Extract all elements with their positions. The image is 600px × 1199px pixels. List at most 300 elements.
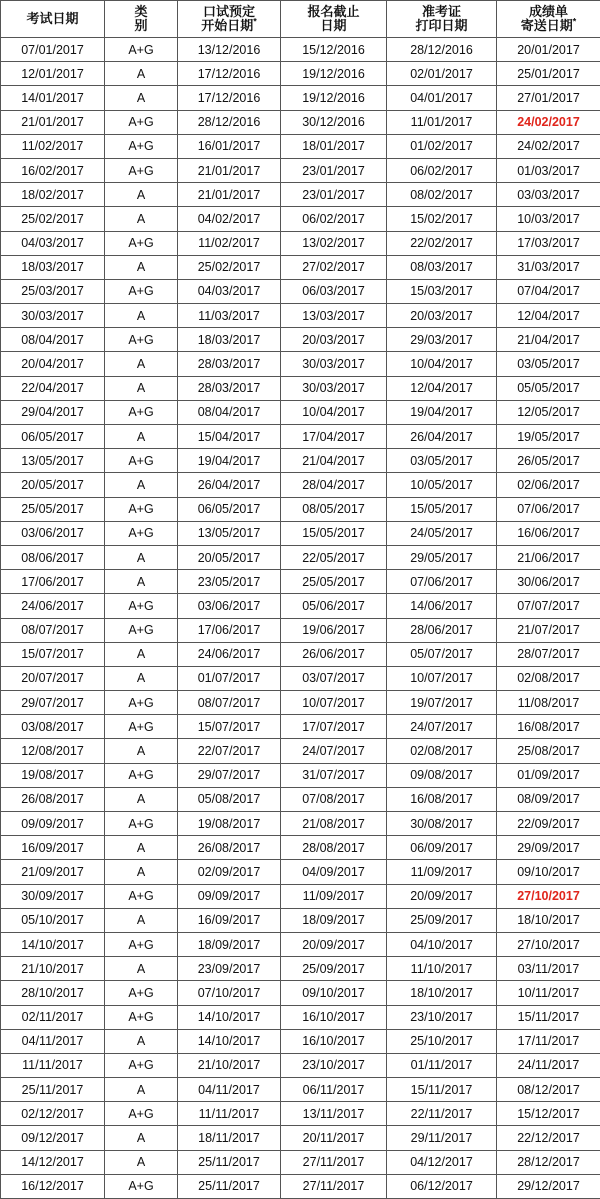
table-row [1, 570, 600, 594]
exam-date-cell: 11/02/2017 [1, 134, 105, 158]
exam-date-cell: 14/10/2017 [1, 932, 105, 956]
table-row [1, 739, 600, 763]
type-cell: A+G [105, 400, 178, 424]
admission-print-cell: 22/02/2017 [387, 231, 497, 255]
table-row [1, 86, 600, 110]
speaking-start-cell: 13/05/2017 [178, 521, 281, 545]
registration-deadline-cell: 19/06/2017 [281, 618, 387, 642]
speaking-start-cell: 15/04/2017 [178, 425, 281, 449]
registration-deadline-cell: 22/05/2017 [281, 545, 387, 569]
admission-print-cell: 11/10/2017 [387, 957, 497, 981]
speaking-start-cell: 22/07/2017 [178, 739, 281, 763]
speaking-start-cell: 17/12/2016 [178, 86, 281, 110]
exam-date-cell: 06/05/2017 [1, 425, 105, 449]
report-mail-cell: 12/05/2017 [497, 400, 600, 424]
registration-deadline-cell: 24/07/2017 [281, 739, 387, 763]
table-row [1, 981, 600, 1005]
table-row [1, 642, 600, 666]
report-mail-cell: 08/09/2017 [497, 787, 600, 811]
table-row [1, 328, 600, 352]
admission-print-cell: 26/04/2017 [387, 425, 497, 449]
registration-deadline-cell: 30/12/2016 [281, 110, 387, 134]
exam-date-cell: 09/12/2017 [1, 1126, 105, 1150]
speaking-start-cell: 03/06/2017 [178, 594, 281, 618]
header-type [105, 1, 178, 38]
table-row [1, 521, 600, 545]
exam-date-cell: 25/11/2017 [1, 1078, 105, 1102]
exam-date-cell: 18/02/2017 [1, 183, 105, 207]
exam-date-cell: 14/01/2017 [1, 86, 105, 110]
registration-deadline-cell: 27/11/2017 [281, 1150, 387, 1174]
report-mail-cell: 18/10/2017 [497, 908, 600, 932]
exam-date-cell: 03/06/2017 [1, 521, 105, 545]
registration-deadline-cell: 19/12/2016 [281, 62, 387, 86]
exam-date-cell: 02/12/2017 [1, 1102, 105, 1126]
admission-print-cell: 19/07/2017 [387, 691, 497, 715]
speaking-start-cell: 05/08/2017 [178, 787, 281, 811]
type-cell: A+G [105, 38, 178, 62]
admission-print-cell: 29/11/2017 [387, 1126, 497, 1150]
exam-date-cell: 25/03/2017 [1, 279, 105, 303]
admission-print-cell: 24/07/2017 [387, 715, 497, 739]
exam-date-cell: 29/04/2017 [1, 400, 105, 424]
registration-deadline-cell: 10/04/2017 [281, 400, 387, 424]
admission-print-cell: 06/12/2017 [387, 1174, 497, 1198]
registration-deadline-cell: 09/10/2017 [281, 981, 387, 1005]
registration-deadline-cell: 30/03/2017 [281, 352, 387, 376]
type-cell: A+G [105, 328, 178, 352]
registration-deadline-cell: 21/08/2017 [281, 812, 387, 836]
report-mail-cell: 07/04/2017 [497, 279, 600, 303]
type-cell: A [105, 1126, 178, 1150]
type-cell: A [105, 425, 178, 449]
type-cell: A+G [105, 134, 178, 158]
admission-print-cell: 07/06/2017 [387, 570, 497, 594]
exam-date-cell: 18/03/2017 [1, 255, 105, 279]
registration-deadline-cell: 27/02/2017 [281, 255, 387, 279]
registration-deadline-cell: 07/08/2017 [281, 787, 387, 811]
admission-print-cell: 18/10/2017 [387, 981, 497, 1005]
type-cell: A [105, 473, 178, 497]
admission-print-cell: 06/09/2017 [387, 836, 497, 860]
admission-print-cell: 08/03/2017 [387, 255, 497, 279]
registration-deadline-cell: 23/01/2017 [281, 158, 387, 182]
report-mail-cell: 02/06/2017 [497, 473, 600, 497]
report-mail-cell: 21/07/2017 [497, 618, 600, 642]
registration-deadline-cell: 25/05/2017 [281, 570, 387, 594]
speaking-start-cell: 04/03/2017 [178, 279, 281, 303]
exam-date-cell: 02/11/2017 [1, 1005, 105, 1029]
registration-deadline-cell: 17/04/2017 [281, 425, 387, 449]
registration-deadline-cell: 05/06/2017 [281, 594, 387, 618]
table-row [1, 231, 600, 255]
admission-print-cell: 20/09/2017 [387, 884, 497, 908]
admission-print-cell: 16/08/2017 [387, 787, 497, 811]
type-cell: A+G [105, 231, 178, 255]
admission-print-cell: 15/02/2017 [387, 207, 497, 231]
exam-date-cell: 30/03/2017 [1, 304, 105, 328]
speaking-start-cell: 19/04/2017 [178, 449, 281, 473]
exam-date-cell: 25/05/2017 [1, 497, 105, 521]
registration-deadline-cell: 23/10/2017 [281, 1053, 387, 1077]
speaking-start-cell: 17/06/2017 [178, 618, 281, 642]
admission-print-cell: 12/04/2017 [387, 376, 497, 400]
admission-print-cell: 11/01/2017 [387, 110, 497, 134]
admission-print-cell: 25/09/2017 [387, 908, 497, 932]
speaking-start-cell: 23/09/2017 [178, 957, 281, 981]
header-row [1, 1, 600, 38]
report-mail-cell: 16/08/2017 [497, 715, 600, 739]
exam-date-cell: 19/08/2017 [1, 763, 105, 787]
table-row [1, 1005, 600, 1029]
table-row [1, 1078, 600, 1102]
speaking-start-cell: 04/02/2017 [178, 207, 281, 231]
report-mail-cell: 22/09/2017 [497, 812, 600, 836]
report-mail-cell: 17/11/2017 [497, 1029, 600, 1053]
report-mail-cell: 24/02/2017 [497, 134, 600, 158]
table-row [1, 497, 600, 521]
type-cell: A [105, 836, 178, 860]
exam-date-cell: 20/04/2017 [1, 352, 105, 376]
registration-deadline-cell: 13/02/2017 [281, 231, 387, 255]
admission-print-cell: 15/05/2017 [387, 497, 497, 521]
header-line1: 报名截止 [307, 4, 359, 19]
type-cell: A+G [105, 110, 178, 134]
speaking-start-cell: 16/01/2017 [178, 134, 281, 158]
speaking-start-cell: 24/06/2017 [178, 642, 281, 666]
speaking-start-cell: 06/05/2017 [178, 497, 281, 521]
table-row [1, 304, 600, 328]
table-row [1, 158, 600, 182]
report-mail-cell: 27/10/2017 [497, 932, 600, 956]
speaking-start-cell: 28/03/2017 [178, 376, 281, 400]
type-cell: A+G [105, 279, 178, 303]
report-mail-cell: 21/04/2017 [497, 328, 600, 352]
exam-date-cell: 21/09/2017 [1, 860, 105, 884]
table-row [1, 763, 600, 787]
registration-deadline-cell: 18/01/2017 [281, 134, 387, 158]
type-cell: A [105, 1078, 178, 1102]
exam-date-cell: 20/07/2017 [1, 666, 105, 690]
type-cell: A [105, 62, 178, 86]
table-row [1, 62, 600, 86]
speaking-start-cell: 21/01/2017 [178, 183, 281, 207]
report-mail-cell: 22/12/2017 [497, 1126, 600, 1150]
exam-date-cell: 13/05/2017 [1, 449, 105, 473]
admission-print-cell: 01/11/2017 [387, 1053, 497, 1077]
speaking-start-cell: 11/11/2017 [178, 1102, 281, 1126]
exam-date-cell: 15/07/2017 [1, 642, 105, 666]
table-row [1, 787, 600, 811]
report-mail-cell: 15/12/2017 [497, 1102, 600, 1126]
report-mail-cell: 25/08/2017 [497, 739, 600, 763]
admission-print-cell: 29/03/2017 [387, 328, 497, 352]
table-row [1, 183, 600, 207]
table-row [1, 1053, 600, 1077]
table-row [1, 255, 600, 279]
admission-print-cell: 28/06/2017 [387, 618, 497, 642]
speaking-start-cell: 14/10/2017 [178, 1029, 281, 1053]
type-cell: A+G [105, 1005, 178, 1029]
report-mail-cell: 17/03/2017 [497, 231, 600, 255]
speaking-start-cell: 29/07/2017 [178, 763, 281, 787]
report-mail-cell: 31/03/2017 [497, 255, 600, 279]
registration-deadline-cell: 20/09/2017 [281, 932, 387, 956]
admission-print-cell: 20/03/2017 [387, 304, 497, 328]
type-cell: A+G [105, 449, 178, 473]
table-row [1, 1126, 600, 1150]
type-cell: A+G [105, 521, 178, 545]
table-row [1, 376, 600, 400]
admission-print-cell: 11/09/2017 [387, 860, 497, 884]
speaking-start-cell: 08/04/2017 [178, 400, 281, 424]
registration-deadline-cell: 26/06/2017 [281, 642, 387, 666]
admission-print-cell: 02/01/2017 [387, 62, 497, 86]
type-cell: A+G [105, 715, 178, 739]
exam-date-cell: 03/08/2017 [1, 715, 105, 739]
table-row [1, 932, 600, 956]
table-row [1, 957, 600, 981]
report-mail-cell: 03/03/2017 [497, 183, 600, 207]
registration-deadline-cell: 15/12/2016 [281, 38, 387, 62]
table-row [1, 207, 600, 231]
registration-deadline-cell: 27/11/2017 [281, 1174, 387, 1198]
speaking-start-cell: 25/11/2017 [178, 1150, 281, 1174]
registration-deadline-cell: 30/03/2017 [281, 376, 387, 400]
admission-print-cell: 29/05/2017 [387, 545, 497, 569]
speaking-start-cell: 13/12/2016 [178, 38, 281, 62]
type-cell: A [105, 86, 178, 110]
registration-deadline-cell: 10/07/2017 [281, 691, 387, 715]
speaking-start-cell: 08/07/2017 [178, 691, 281, 715]
registration-deadline-cell: 19/12/2016 [281, 86, 387, 110]
registration-deadline-cell: 31/07/2017 [281, 763, 387, 787]
speaking-start-cell: 09/09/2017 [178, 884, 281, 908]
report-mail-cell: 01/03/2017 [497, 158, 600, 182]
admission-print-cell: 30/08/2017 [387, 812, 497, 836]
exam-date-cell: 21/10/2017 [1, 957, 105, 981]
report-mail-cell: 05/05/2017 [497, 376, 600, 400]
report-mail-cell: 08/12/2017 [497, 1078, 600, 1102]
header-line1: 成绩单 [529, 4, 568, 19]
speaking-start-cell: 26/08/2017 [178, 836, 281, 860]
admission-print-cell: 19/04/2017 [387, 400, 497, 424]
report-mail-cell: 29/12/2017 [497, 1174, 600, 1198]
table-row [1, 352, 600, 376]
registration-deadline-cell: 13/11/2017 [281, 1102, 387, 1126]
exam-date-cell: 08/07/2017 [1, 618, 105, 642]
exam-date-cell: 11/11/2017 [1, 1053, 105, 1077]
admission-print-cell: 04/10/2017 [387, 932, 497, 956]
type-cell: A+G [105, 691, 178, 715]
exam-date-cell: 04/03/2017 [1, 231, 105, 255]
speaking-start-cell: 01/07/2017 [178, 666, 281, 690]
type-cell: A [105, 1029, 178, 1053]
admission-print-cell: 02/08/2017 [387, 739, 497, 763]
table-row [1, 425, 600, 449]
table-row [1, 1174, 600, 1198]
header-line1: 考试日期 [26, 11, 78, 26]
report-mail-cell: 27/10/2017 [497, 884, 600, 908]
admission-print-cell: 06/02/2017 [387, 158, 497, 182]
type-cell: A+G [105, 1053, 178, 1077]
report-mail-cell: 01/09/2017 [497, 763, 600, 787]
speaking-start-cell: 04/11/2017 [178, 1078, 281, 1102]
speaking-start-cell: 14/10/2017 [178, 1005, 281, 1029]
table-row [1, 618, 600, 642]
registration-deadline-cell: 25/09/2017 [281, 957, 387, 981]
speaking-start-cell: 19/08/2017 [178, 812, 281, 836]
type-cell: A [105, 1150, 178, 1174]
header-line1: 类 [134, 4, 147, 19]
type-cell: A [105, 908, 178, 932]
exam-date-cell: 05/10/2017 [1, 908, 105, 932]
header-footnote-mark: * [573, 17, 577, 27]
type-cell: A [105, 739, 178, 763]
type-cell: A [105, 304, 178, 328]
registration-deadline-cell: 20/11/2017 [281, 1126, 387, 1150]
exam-date-cell: 20/05/2017 [1, 473, 105, 497]
speaking-start-cell: 20/05/2017 [178, 545, 281, 569]
table-row [1, 473, 600, 497]
registration-deadline-cell: 21/04/2017 [281, 449, 387, 473]
admission-print-cell: 03/05/2017 [387, 449, 497, 473]
table-row [1, 279, 600, 303]
exam-date-cell: 09/09/2017 [1, 812, 105, 836]
type-cell: A+G [105, 594, 178, 618]
report-mail-cell: 02/08/2017 [497, 666, 600, 690]
registration-deadline-cell: 18/09/2017 [281, 908, 387, 932]
speaking-start-cell: 18/03/2017 [178, 328, 281, 352]
table-row [1, 908, 600, 932]
report-mail-cell: 24/11/2017 [497, 1053, 600, 1077]
report-mail-cell: 21/06/2017 [497, 545, 600, 569]
report-mail-cell: 10/11/2017 [497, 981, 600, 1005]
admission-print-cell: 23/10/2017 [387, 1005, 497, 1029]
speaking-start-cell: 16/09/2017 [178, 908, 281, 932]
exam-date-cell: 08/04/2017 [1, 328, 105, 352]
type-cell: A [105, 860, 178, 884]
registration-deadline-cell: 17/07/2017 [281, 715, 387, 739]
speaking-start-cell: 02/09/2017 [178, 860, 281, 884]
speaking-start-cell: 18/09/2017 [178, 932, 281, 956]
type-cell: A [105, 545, 178, 569]
table-row [1, 666, 600, 690]
speaking-start-cell: 15/07/2017 [178, 715, 281, 739]
table-row [1, 884, 600, 908]
report-mail-cell: 07/06/2017 [497, 497, 600, 521]
admission-print-cell: 24/05/2017 [387, 521, 497, 545]
header-report-mail-date [497, 1, 600, 38]
exam-date-cell: 29/07/2017 [1, 691, 105, 715]
header-line2: 开始日期 [201, 18, 253, 33]
type-cell: A+G [105, 812, 178, 836]
exam-date-cell: 17/06/2017 [1, 570, 105, 594]
registration-deadline-cell: 13/03/2017 [281, 304, 387, 328]
type-cell: A+G [105, 932, 178, 956]
exam-date-cell: 12/01/2017 [1, 62, 105, 86]
table-row [1, 449, 600, 473]
exam-date-cell: 16/12/2017 [1, 1174, 105, 1198]
type-cell: A+G [105, 618, 178, 642]
header-exam-date [1, 1, 105, 38]
report-mail-cell: 03/11/2017 [497, 957, 600, 981]
speaking-start-cell: 28/12/2016 [178, 110, 281, 134]
registration-deadline-cell: 28/04/2017 [281, 473, 387, 497]
type-cell: A+G [105, 1174, 178, 1198]
header-line1: 准考证 [422, 4, 461, 19]
table-row [1, 860, 600, 884]
admission-print-cell: 10/07/2017 [387, 666, 497, 690]
header-line2: 日期 [320, 18, 346, 33]
admission-print-cell: 01/02/2017 [387, 134, 497, 158]
report-mail-cell: 20/01/2017 [497, 38, 600, 62]
exam-date-cell: 12/08/2017 [1, 739, 105, 763]
exam-date-cell: 26/08/2017 [1, 787, 105, 811]
exam-date-cell: 16/02/2017 [1, 158, 105, 182]
registration-deadline-cell: 20/03/2017 [281, 328, 387, 352]
exam-date-cell: 30/09/2017 [1, 884, 105, 908]
admission-print-cell: 05/07/2017 [387, 642, 497, 666]
report-mail-cell: 28/07/2017 [497, 642, 600, 666]
admission-print-cell: 10/04/2017 [387, 352, 497, 376]
header-line2: 打印日期 [415, 18, 467, 33]
type-cell: A [105, 183, 178, 207]
registration-deadline-cell: 16/10/2017 [281, 1029, 387, 1053]
report-mail-cell: 15/11/2017 [497, 1005, 600, 1029]
report-mail-cell: 12/04/2017 [497, 304, 600, 328]
table-row [1, 110, 600, 134]
header-registration-deadline [281, 1, 387, 38]
report-mail-cell: 28/12/2017 [497, 1150, 600, 1174]
report-mail-cell: 27/01/2017 [497, 86, 600, 110]
table-row [1, 715, 600, 739]
table-row [1, 545, 600, 569]
speaking-start-cell: 25/11/2017 [178, 1174, 281, 1198]
type-cell: A [105, 957, 178, 981]
type-cell: A [105, 255, 178, 279]
table-row [1, 594, 600, 618]
report-mail-cell: 16/06/2017 [497, 521, 600, 545]
table-row [1, 400, 600, 424]
exam-date-cell: 16/09/2017 [1, 836, 105, 860]
speaking-start-cell: 28/03/2017 [178, 352, 281, 376]
report-mail-cell: 29/09/2017 [497, 836, 600, 860]
report-mail-cell: 11/08/2017 [497, 691, 600, 715]
registration-deadline-cell: 08/05/2017 [281, 497, 387, 521]
exam-date-cell: 07/01/2017 [1, 38, 105, 62]
report-mail-cell: 07/07/2017 [497, 594, 600, 618]
type-cell: A+G [105, 763, 178, 787]
speaking-start-cell: 11/02/2017 [178, 231, 281, 255]
type-cell: A+G [105, 1102, 178, 1126]
admission-print-cell: 15/03/2017 [387, 279, 497, 303]
exam-date-cell: 28/10/2017 [1, 981, 105, 1005]
report-mail-cell: 19/05/2017 [497, 425, 600, 449]
speaking-start-cell: 21/10/2017 [178, 1053, 281, 1077]
exam-date-cell: 04/11/2017 [1, 1029, 105, 1053]
type-cell: A [105, 207, 178, 231]
table-row [1, 691, 600, 715]
admission-print-cell: 10/05/2017 [387, 473, 497, 497]
registration-deadline-cell: 06/02/2017 [281, 207, 387, 231]
exam-date-cell: 25/02/2017 [1, 207, 105, 231]
admission-print-cell: 15/11/2017 [387, 1078, 497, 1102]
admission-print-cell: 04/12/2017 [387, 1150, 497, 1174]
report-mail-cell: 30/06/2017 [497, 570, 600, 594]
admission-print-cell: 25/10/2017 [387, 1029, 497, 1053]
report-mail-cell: 26/05/2017 [497, 449, 600, 473]
